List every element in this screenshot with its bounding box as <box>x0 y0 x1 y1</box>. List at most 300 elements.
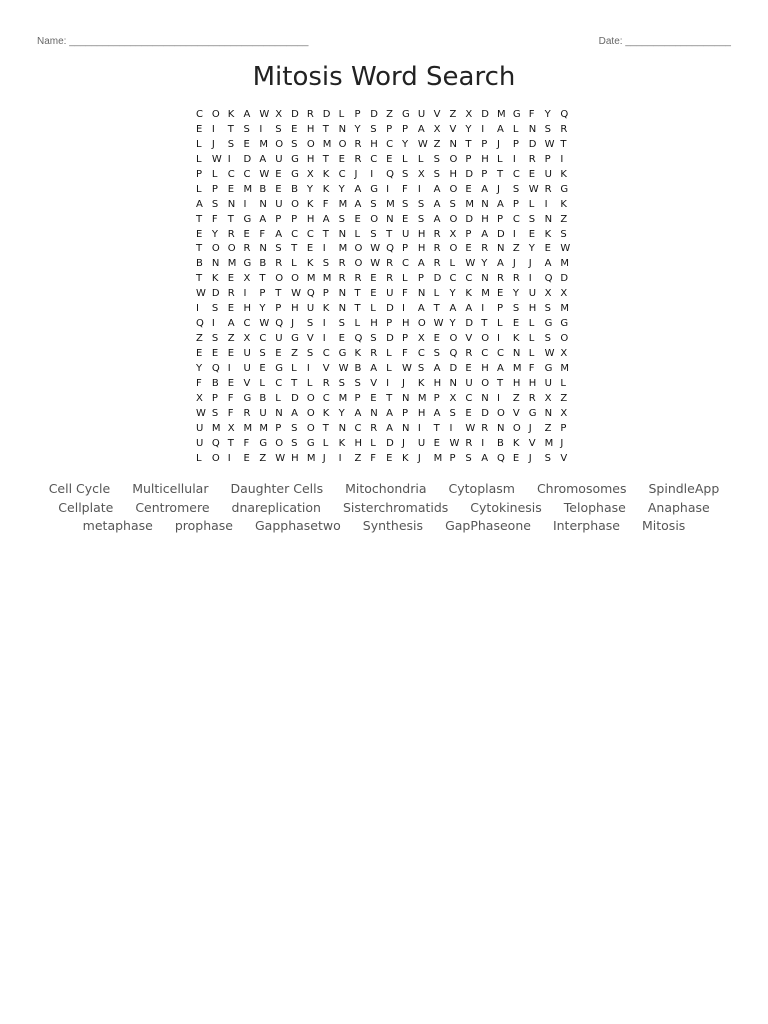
grid-letter: O <box>449 183 458 195</box>
grid-letter: I <box>481 303 485 315</box>
grid-letter: G <box>291 153 299 165</box>
grid-letter: M <box>433 452 443 464</box>
grid-letter: O <box>481 377 490 389</box>
grid-letter: I <box>322 333 326 345</box>
word-bank-item: Interphase <box>552 518 620 533</box>
grid-letter: O <box>306 392 315 404</box>
grid-letter: S <box>433 348 441 359</box>
grid-letter: A <box>544 258 552 270</box>
grid-letter: H <box>481 362 489 374</box>
word-bank-item: GapPhaseone <box>445 518 531 533</box>
grid-letter: H <box>401 318 410 330</box>
grid-letter: J <box>354 168 358 180</box>
grid-letter: Y <box>306 183 314 195</box>
grid-letter: A <box>291 407 298 419</box>
grid-letter: T <box>259 273 266 285</box>
grid-letter: K <box>560 168 567 180</box>
grid-letter: J <box>211 138 215 150</box>
grid-letter: S <box>433 153 441 165</box>
grid-letter: S <box>528 213 536 225</box>
grid-row <box>196 213 576 228</box>
grid-letter: Z <box>386 109 393 120</box>
grid-letter: J <box>528 452 532 464</box>
grid-letter: D <box>465 213 474 225</box>
grid-letter: I <box>306 362 310 374</box>
grid-letter: D <box>291 109 299 120</box>
grid-letter: X <box>449 392 457 404</box>
grid-letter: A <box>497 362 504 374</box>
grid-letter: I <box>560 153 564 165</box>
grid-letter: F <box>211 213 218 225</box>
grid-row <box>196 138 576 153</box>
grid-letter: L <box>370 303 376 315</box>
grid-letter: X <box>243 273 251 285</box>
grid-letter: S <box>338 318 345 330</box>
grid-letter: W <box>433 318 444 330</box>
grid-letter: O <box>306 407 315 419</box>
grid-letter: N <box>401 392 410 404</box>
grid-row <box>196 362 576 377</box>
grid-letter: O <box>449 153 458 165</box>
word-bank-item: dnareplication <box>231 499 321 515</box>
grid-letter: Z <box>560 392 568 404</box>
grid-row <box>196 228 576 243</box>
grid-letter: Q <box>497 452 505 464</box>
grid-letter: H <box>449 168 458 180</box>
grid-letter: O <box>354 243 363 255</box>
grid-letter: K <box>465 288 472 300</box>
grid-letter: R <box>370 422 378 434</box>
page-title: Mitosis Word Search <box>252 62 516 92</box>
grid-letter: N <box>338 288 347 300</box>
word-bank <box>30 480 738 536</box>
grid-letter: R <box>465 437 473 449</box>
grid-letter: W <box>528 183 539 195</box>
grid-letter: M <box>386 198 395 210</box>
grid-letter: H <box>417 407 426 419</box>
grid-letter: E <box>243 452 250 464</box>
grid-letter: V <box>306 333 314 345</box>
grid-letter: N <box>259 243 267 255</box>
grid-letter: S <box>370 123 377 135</box>
grid-letter: L <box>196 153 202 165</box>
date-field-label: Date: ___________________ <box>598 36 731 47</box>
grid-letter: W <box>449 437 460 449</box>
grid-letter: L <box>259 377 265 389</box>
grid-letter: E <box>465 183 472 195</box>
grid-letter: M <box>338 392 348 404</box>
grid-letter: P <box>497 303 504 315</box>
grid-letter: R <box>243 407 251 419</box>
grid-letter: P <box>512 138 519 150</box>
grid-letter: O <box>338 138 347 150</box>
word-bank-line <box>30 517 738 536</box>
grid-letter: E <box>243 228 250 240</box>
grid-letter: L <box>401 153 408 165</box>
grid-letter: W <box>544 138 555 150</box>
grid-letter: N <box>275 407 283 419</box>
grid-letter: C <box>417 348 425 359</box>
grid-letter: F <box>370 452 377 464</box>
grid-letter: F <box>243 437 250 449</box>
grid-letter: S <box>544 333 551 345</box>
grid-letter: V <box>322 362 330 374</box>
grid-letter: X <box>560 407 568 419</box>
grid-letter: Y <box>449 288 456 300</box>
grid-letter: L <box>291 362 297 374</box>
grid-letter: S <box>370 228 377 240</box>
grid-letter: S <box>417 213 425 225</box>
grid-letter: G <box>370 183 379 195</box>
grid-letter: T <box>196 243 203 255</box>
grid-letter: T <box>433 303 440 315</box>
grid-letter: R <box>354 138 362 150</box>
grid-letter: K <box>211 273 219 285</box>
grid-letter: C <box>196 109 203 120</box>
grid-letter: S <box>259 348 266 359</box>
grid-letter: E <box>544 243 551 255</box>
grid-letter: L <box>401 273 408 285</box>
grid-letter: V <box>465 333 473 345</box>
grid-letter: Q <box>354 333 363 345</box>
grid-letter: V <box>560 452 568 464</box>
grid-letter: V <box>528 437 536 449</box>
grid-letter: F <box>528 362 535 374</box>
grid-letter: R <box>322 377 330 389</box>
grid-letter: E <box>243 138 250 150</box>
grid-letter: T <box>322 123 329 135</box>
grid-letter: E <box>512 318 520 330</box>
grid-letter: L <box>528 348 535 359</box>
grid-letter: Y <box>196 362 203 374</box>
grid-letter: H <box>528 303 537 315</box>
word-bank-item: Mitosis <box>642 518 686 533</box>
grid-letter: H <box>433 377 442 389</box>
grid-letter: T <box>433 422 440 434</box>
grid-letter: P <box>196 168 203 180</box>
grid-letter: N <box>528 123 537 135</box>
grid-letter: I <box>243 288 247 300</box>
grid-letter: E <box>528 228 536 240</box>
grid-letter: L <box>528 198 535 210</box>
grid-row <box>196 437 576 452</box>
grid-letter: A <box>259 213 267 225</box>
grid-letter: E <box>433 333 440 345</box>
grid-letter: P <box>560 422 567 434</box>
grid-letter: X <box>417 333 425 345</box>
grid-letter: I <box>497 333 500 345</box>
grid-letter: X <box>544 288 552 300</box>
grid-letter: N <box>512 348 521 359</box>
grid-letter: T <box>227 123 234 135</box>
grid-letter: L <box>306 377 313 389</box>
grid-letter: U <box>196 422 204 434</box>
grid-letter: O <box>370 213 379 225</box>
grid-letter: A <box>433 183 441 195</box>
grid-letter: M <box>417 392 427 404</box>
grid-letter: U <box>465 377 473 389</box>
grid-letter: M <box>560 258 570 270</box>
grid-letter: E <box>512 452 520 464</box>
grid-letter: R <box>227 288 235 300</box>
grid-letter: D <box>528 138 537 150</box>
grid-letter: M <box>512 362 522 374</box>
grid-letter: P <box>481 138 488 150</box>
grid-letter: Y <box>401 138 409 150</box>
grid-letter: O <box>449 213 458 225</box>
grid-letter: V <box>512 407 520 419</box>
grid-letter: R <box>386 273 394 285</box>
grid-letter: L <box>354 318 361 330</box>
grid-letter: R <box>528 392 536 404</box>
grid-letter: Y <box>354 123 361 135</box>
grid-letter: F <box>401 183 408 195</box>
grid-letter: R <box>465 348 473 359</box>
grid-letter: O <box>211 109 220 120</box>
grid-letter: R <box>560 123 568 135</box>
grid-letter: P <box>544 153 551 165</box>
grid-letter: E <box>370 288 377 300</box>
grid-letter: O <box>275 138 284 150</box>
grid-letter: E <box>338 333 345 345</box>
grid-letter: P <box>481 168 488 180</box>
grid-letter: F <box>259 228 266 240</box>
grid-letter: K <box>306 258 314 270</box>
grid-letter: C <box>259 333 267 345</box>
grid-letter: E <box>370 273 377 285</box>
grid-letter: U <box>196 437 204 449</box>
grid-letter: L <box>275 392 281 404</box>
grid-letter: N <box>449 138 457 150</box>
grid-letter: Z <box>227 333 235 345</box>
grid-letter: W <box>196 288 206 300</box>
grid-letter: Y <box>481 258 488 270</box>
grid-letter: K <box>401 452 409 464</box>
grid-letter: Z <box>259 452 267 464</box>
grid-letter: J <box>291 318 295 330</box>
word-bank-item: Multicellular <box>132 481 209 496</box>
grid-letter: W <box>291 288 301 300</box>
grid-letter: E <box>275 168 282 180</box>
grid-letter: Y <box>338 183 345 195</box>
grid-letter: A <box>354 183 362 195</box>
grid-letter: T <box>497 168 504 180</box>
word-bank-item: Mitochondria <box>345 481 427 496</box>
grid-letter: U <box>544 377 552 389</box>
grid-letter: Q <box>386 243 394 255</box>
grid-letter: T <box>322 228 329 240</box>
grid-letter: A <box>259 153 267 165</box>
grid-letter: Q <box>275 318 284 330</box>
grid-letter: J <box>528 422 532 434</box>
grid-letter: E <box>338 153 345 165</box>
grid-letter: J <box>560 437 564 449</box>
grid-letter: W <box>259 318 270 330</box>
grid-letter: S <box>322 258 330 270</box>
grid-letter: F <box>528 109 535 120</box>
grid-letter: W <box>338 362 349 374</box>
grid-letter: E <box>401 213 409 225</box>
grid-letter: I <box>417 422 421 434</box>
grid-letter: D <box>497 228 505 240</box>
grid-letter: M <box>322 273 332 285</box>
grid-letter: G <box>243 392 252 404</box>
grid-row <box>196 347 576 362</box>
grid-letter: T <box>481 318 488 330</box>
grid-letter: H <box>306 213 315 225</box>
grid-letter: R <box>306 109 314 120</box>
grid-letter: Y <box>259 303 266 315</box>
grid-letter: A <box>196 198 203 210</box>
grid-letter: A <box>227 318 235 330</box>
grid-letter: P <box>354 392 361 404</box>
grid-row <box>196 198 576 213</box>
grid-letter: T <box>497 377 504 389</box>
grid-letter: C <box>243 318 251 330</box>
grid-letter: M <box>243 422 253 434</box>
grid-letter: H <box>370 318 378 330</box>
grid-letter: G <box>291 333 299 345</box>
grid-letter: P <box>401 407 408 419</box>
grid-letter: O <box>291 273 299 285</box>
grid-letter: Z <box>354 452 362 464</box>
grid-letter: K <box>544 228 552 240</box>
grid-letter: S <box>465 452 472 464</box>
grid-row <box>196 332 576 347</box>
grid-letter: O <box>354 258 363 270</box>
grid-letter: R <box>354 153 362 165</box>
grid-letter: K <box>560 198 567 210</box>
grid-letter: A <box>497 258 504 270</box>
grid-letter: Z <box>196 333 203 345</box>
grid-letter: X <box>196 392 203 404</box>
grid-letter: E <box>227 348 235 359</box>
grid-letter: S <box>211 303 219 315</box>
grid-letter: E <box>227 183 235 195</box>
grid-letter: Y <box>512 288 519 300</box>
grid-letter: X <box>227 422 235 434</box>
grid-letter: P <box>211 183 218 195</box>
grid-letter: R <box>481 243 489 255</box>
grid-letter: N <box>338 303 347 315</box>
grid-row <box>196 272 576 287</box>
grid-letter: I <box>386 183 390 195</box>
grid-letter: I <box>322 243 326 255</box>
grid-letter: T <box>227 213 234 225</box>
grid-letter: R <box>338 273 346 285</box>
grid-letter: W <box>370 258 381 270</box>
grid-letter: N <box>211 258 220 270</box>
grid-letter: U <box>528 288 537 300</box>
grid-letter: U <box>243 362 251 374</box>
grid-letter: Z <box>512 243 520 255</box>
grid-letter: A <box>497 123 504 135</box>
grid-letter: I <box>417 183 421 195</box>
grid-letter: I <box>370 168 374 180</box>
word-bank-item: prophase <box>174 518 233 533</box>
grid-letter: S <box>433 168 441 180</box>
grid-letter: O <box>211 243 220 255</box>
grid-letter: M <box>338 198 348 210</box>
grid-letter: A <box>433 213 441 225</box>
grid-letter: J <box>401 377 405 389</box>
grid-row <box>196 123 576 138</box>
grid-letter: S <box>338 377 345 389</box>
grid-letter: F <box>401 288 408 300</box>
grid-letter: R <box>386 258 394 270</box>
grid-letter: I <box>211 123 215 135</box>
grid-letter: C <box>465 392 473 404</box>
grid-letter: D <box>481 109 489 120</box>
grid-letter: S <box>291 138 298 150</box>
grid-letter: B <box>497 437 504 449</box>
grid-letter: S <box>401 168 409 180</box>
grid-letter: C <box>512 213 520 225</box>
grid-row <box>196 302 576 317</box>
grid-letter: N <box>417 288 426 300</box>
grid-letter: I <box>544 198 548 210</box>
grid-letter: L <box>291 258 297 270</box>
grid-letter: S <box>243 123 250 135</box>
grid-letter: M <box>259 422 269 434</box>
grid-letter: C <box>465 273 473 285</box>
grid-letter: E <box>275 348 282 359</box>
grid-letter: C <box>243 168 251 180</box>
grid-letter: W <box>275 452 286 464</box>
grid-letter: I <box>259 123 263 135</box>
word-bank-item: SpindleApp <box>648 481 720 496</box>
grid-letter: I <box>338 452 342 464</box>
grid-letter: E <box>386 153 393 165</box>
grid-letter: T <box>322 422 329 434</box>
grid-letter: D <box>322 109 331 120</box>
grid-letter: L <box>528 333 535 345</box>
grid-letter: B <box>291 183 298 195</box>
grid-letter: O <box>227 243 236 255</box>
grid-letter: L <box>354 228 361 240</box>
grid-letter: U <box>417 109 426 120</box>
grid-letter: L <box>560 377 566 389</box>
grid-letter: J <box>512 258 516 270</box>
grid-letter: X <box>560 348 568 359</box>
grid-letter: H <box>481 213 489 225</box>
grid-letter: L <box>417 153 424 165</box>
grid-letter: R <box>481 422 489 434</box>
grid-letter: S <box>560 228 567 240</box>
grid-letter: T <box>196 213 203 225</box>
word-bank-item: Chromosomes <box>536 481 627 496</box>
grid-letter: I <box>512 153 516 165</box>
grid-letter: A <box>433 362 441 374</box>
grid-letter: M <box>306 273 316 285</box>
grid-letter: Y <box>449 318 456 330</box>
grid-letter: L <box>370 437 376 449</box>
grid-letter: E <box>465 243 472 255</box>
grid-letter: K <box>354 348 361 359</box>
grid-letter: B <box>259 392 267 404</box>
grid-letter: Z <box>291 348 298 359</box>
grid-letter: S <box>449 407 456 419</box>
grid-letter: O <box>417 318 426 330</box>
grid-letter: A <box>354 407 362 419</box>
grid-letter: K <box>322 407 330 419</box>
grid-letter: O <box>560 333 569 345</box>
grid-letter: R <box>227 228 235 240</box>
grid-letter: X <box>544 392 552 404</box>
grid-letter: R <box>433 258 441 270</box>
grid-letter: I <box>386 377 390 389</box>
grid-letter: K <box>417 377 425 389</box>
